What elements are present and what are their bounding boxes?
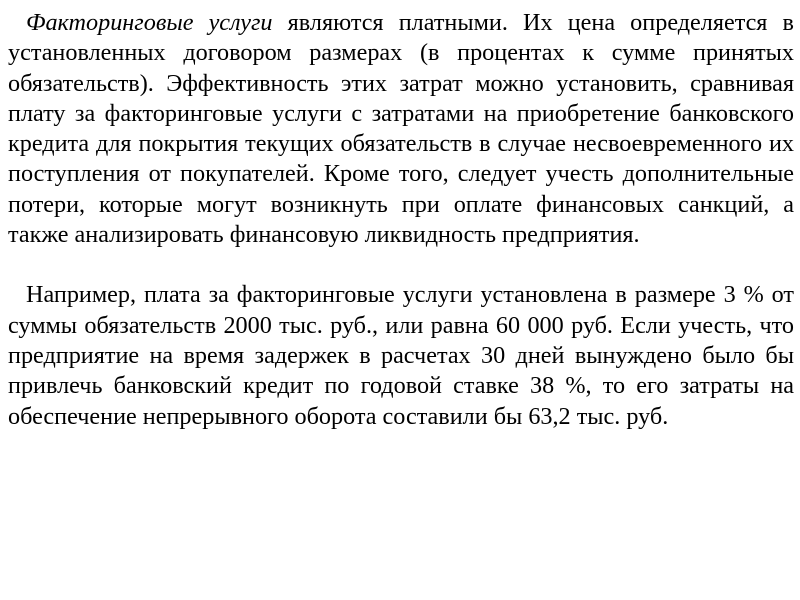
paragraph-2-text: Например, плата за факторинговые услуги установлена в размере 3 % от суммы обязательств 2000 тыс. руб., или равна 60 000 руб. Если учесть, что предприятие на время задержек в расчетах 30 дней вынуждено было бы привлечь банковский кредит по годовой ставке 38 %, то его затраты на обеспечение непрерывного оборота составили бы 63,2 тыс. руб. xyxy=(8,281,794,430)
paragraph-example xyxy=(8,280,794,431)
lead-term: Факторинговые услуги xyxy=(26,9,273,36)
paragraph-1-text: являются платными. Их цена определяется в установленных договором размерах (в процентах к сумме принятых обязательств). Эффективность этих затрат можно установить, сравнивая плату за факторинговые услуги с затратами на приобретение банковского кредита для покрытия текущих обязательств в случае несвоевременного их поступления от покупателей. Кроме того, следует учесть дополнительные потери, которые могут возникнуть при оплате финансовых санкций, а также анализировать финансовую ликвидность предприятия. xyxy=(8,9,794,249)
paragraph-factoring-cost xyxy=(8,8,794,250)
slide-body xyxy=(8,8,794,432)
